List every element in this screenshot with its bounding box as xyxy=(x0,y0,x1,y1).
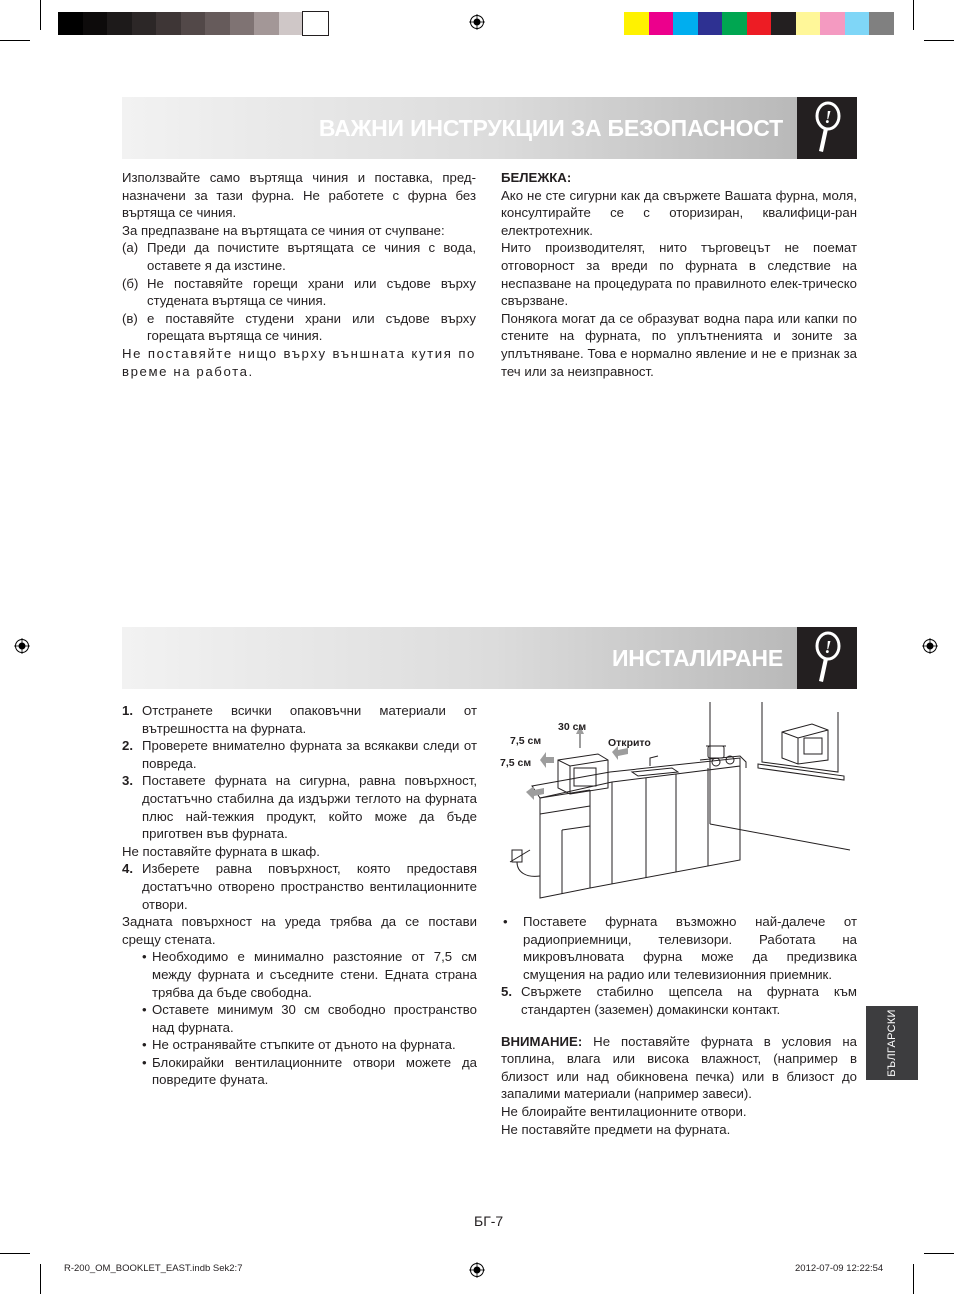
clearance-label-top: 30 см xyxy=(558,721,587,733)
bullet-item xyxy=(142,1054,477,1089)
page-number: БГ-7 xyxy=(474,1213,504,1229)
bullet-icon: • xyxy=(142,1002,147,1018)
gray-swatch xyxy=(58,12,83,35)
info-magnifier-icon xyxy=(797,627,857,689)
open-side-label: Открито xyxy=(608,737,651,749)
kitchen-installation-illustration xyxy=(500,702,858,902)
gray-swatch xyxy=(205,12,230,35)
step-note: Задната повърхност на уреда трябва да се постави срещу стената. xyxy=(122,914,477,947)
warning-text: Не поставяйте фурната в условия на топлина, влага или висока влажност, (например в близост или над обикновена печка) или в близост до запалими материали (например завеси). xyxy=(501,1033,857,1102)
list-marker: (a) xyxy=(122,240,139,256)
list-text: е поставяйте студени храни или съдове върху горещата въртяща се чиния. xyxy=(147,310,476,344)
crop-mark xyxy=(0,40,30,41)
safety-left-column xyxy=(122,169,476,380)
safety-right-column xyxy=(501,169,857,380)
step-number: 1. xyxy=(122,703,133,718)
install-left-column xyxy=(122,702,477,1089)
crop-mark xyxy=(924,40,954,41)
step-number: 3. xyxy=(122,773,133,789)
warning-paragraph xyxy=(501,1033,857,1103)
note-paragraph: Понякога могат да се образуват водна пара или капки по стените на фурната, по уплътненията и зоните за уплътняване. Това е нормално явление и не е признак за теч или за неизправност. xyxy=(501,310,857,379)
gray-swatch xyxy=(107,12,132,35)
gray-swatch xyxy=(83,12,108,35)
bullet-text: Оставете минимум 30 см свободно пространство над фурната. xyxy=(152,1002,477,1035)
numbered-step xyxy=(501,983,857,1018)
section-banner-install xyxy=(122,627,797,689)
section-title: ВАЖНИ ИНСТРУКЦИИ ЗА БЕЗОПАСНОСТ xyxy=(318,115,783,141)
intro-line: Използвайте само въртяща чиния и поставка, пред- xyxy=(122,170,476,185)
bullet-text: Блокирайки вентилационните отвори можете да повредите фуната. xyxy=(152,1054,477,1088)
gray-swatch xyxy=(181,12,206,35)
warning-line: Не блоирайте вентилационните отвори. xyxy=(501,1103,747,1119)
color-swatch xyxy=(624,12,649,35)
step-number: 2. xyxy=(122,738,133,754)
lead-text: За предпазване на въртящата се чиния от счупване: xyxy=(122,222,445,238)
bullet-text: Поставете фурната възможно най-далече от радиоприемници, телевизори. Работата на микровълновата фурна може да предизвика смущения на радио или телевизионния приемник. xyxy=(523,914,857,982)
color-swatch xyxy=(673,12,698,35)
language-label: БЪЛГАРСКИ xyxy=(886,1009,898,1077)
install-right-column xyxy=(501,913,857,1138)
registration-mark-icon xyxy=(469,14,485,30)
footer-timestamp: 2012-07-09 12:22:54 xyxy=(795,1263,884,1274)
clearance-label-side: 7,5 см xyxy=(500,757,532,769)
gray-swatch xyxy=(156,12,181,35)
list-item xyxy=(122,310,476,345)
note-paragraph: Нито производителят, нито търговецът не поемат отговорност за вреди по фурната в следствие на неспазване на процедурата по правилното елек-трическо свързване. xyxy=(501,240,857,309)
numbered-step xyxy=(122,737,477,772)
bullet-icon: • xyxy=(142,1054,147,1070)
bullet-item xyxy=(142,1001,477,1036)
section-banner-safety xyxy=(122,97,797,159)
step-number: 4. xyxy=(122,861,133,877)
list-marker: (в) xyxy=(122,310,138,326)
crop-mark xyxy=(913,0,914,30)
step-number: 5. xyxy=(501,984,512,1000)
banner-icon-box xyxy=(797,627,857,689)
warning-label: ВНИМАНИЕ: xyxy=(501,1033,583,1049)
color-swatch xyxy=(722,12,747,35)
svg-text:!: ! xyxy=(824,107,832,127)
list-text: Преди да почистите въртящата се чиния с вода, оставете я да изстине. xyxy=(147,240,476,273)
closing-text: Не поставяйте нищо върху външната кутия по време на работа. xyxy=(122,345,476,379)
color-swatch xyxy=(649,12,674,35)
bullet-icon: • xyxy=(142,1037,147,1053)
gray-swatch xyxy=(230,12,255,35)
registration-mark-icon xyxy=(14,638,30,654)
crop-mark xyxy=(924,1253,954,1254)
note-heading: БЕЛЕЖКА: xyxy=(501,170,572,185)
banner-icon-box xyxy=(797,97,857,159)
bullet-item xyxy=(503,913,857,983)
color-swatch xyxy=(698,12,723,35)
color-swatch xyxy=(869,12,894,35)
bullet-item xyxy=(142,948,477,1001)
registration-mark-icon xyxy=(469,1262,485,1278)
warning-line: Не поставяйте предмети на фурната. xyxy=(501,1121,731,1137)
numbered-step xyxy=(122,702,477,737)
color-swatch xyxy=(796,12,821,35)
crop-mark xyxy=(40,1264,41,1294)
list-item xyxy=(122,275,476,310)
section-title: ИНСТАЛИРАНЕ xyxy=(611,645,783,671)
note-paragraph: Ако не сте сигурни как да свържете Вашата фурна, моля, консултирайте се с оторизиран, квалифици-ран електротехник. xyxy=(501,187,857,238)
bullet-text: Необходимо е минимално разстояние от 7,5 см между фурната и съседните стени. Едната страна трябва да бъде свободна. xyxy=(152,949,477,1000)
gray-swatch xyxy=(279,12,304,35)
gray-swatch xyxy=(132,12,157,35)
step-text: Проверете внимателно фурната за всякакви следи от повреда. xyxy=(142,738,477,771)
info-magnifier-icon xyxy=(797,97,857,159)
color-swatch xyxy=(820,12,845,35)
list-marker: (б) xyxy=(122,275,139,291)
step-text: Изберете равна повърхност, която предоставя достатъчно отворено пространство вентилационните отвори. xyxy=(142,861,477,912)
intro-line: назначени за тази фурна. Не работете с фурна без xyxy=(122,187,476,203)
color-swatch xyxy=(771,12,796,35)
bullet-icon: • xyxy=(503,914,508,929)
numbered-step xyxy=(122,772,477,842)
language-side-tab xyxy=(866,1006,918,1080)
gray-swatch xyxy=(254,12,279,35)
crop-mark xyxy=(0,1253,30,1254)
footer-file-info: R-200_OM_BOOKLET_EAST.indb Sek2:7 xyxy=(64,1263,243,1274)
clearance-label-side: 7,5 см xyxy=(510,735,542,747)
step-text: Отстранете всички опаковъчни материали от вътрешността на фурната. xyxy=(142,703,477,736)
numbered-step xyxy=(122,860,477,913)
registration-mark-icon xyxy=(922,638,938,654)
step-note: Не поставяйте фурната в шкаф. xyxy=(122,843,320,859)
svg-text:!: ! xyxy=(824,637,832,657)
list-item xyxy=(122,239,476,274)
step-text: Поставете фурната на сигурна, равна повърхност, достатъчно стабилна да издържи теглото на фурната плюс най-тежкия продукт, който може да бъде приготвен във фурната. xyxy=(142,773,477,842)
color-swatch xyxy=(747,12,772,35)
intro-line: въртяща се чиния. xyxy=(122,205,237,221)
step-text: Свържете стабилно щепсела на фурната към стандартен (заземен) домакински контакт. xyxy=(521,984,857,1017)
gray-swatch xyxy=(303,12,328,35)
color-swatch xyxy=(845,12,870,35)
bullet-text: Не остранявайте стъпките от дъното на фурната. xyxy=(152,1037,456,1053)
crop-mark xyxy=(913,1264,914,1294)
bullet-icon: • xyxy=(142,949,147,965)
crop-mark xyxy=(40,0,41,30)
list-text: Не поставяйте горещи храни или съдове върху студената въртяща се чиния. xyxy=(147,275,476,309)
bullet-item xyxy=(142,1036,477,1054)
